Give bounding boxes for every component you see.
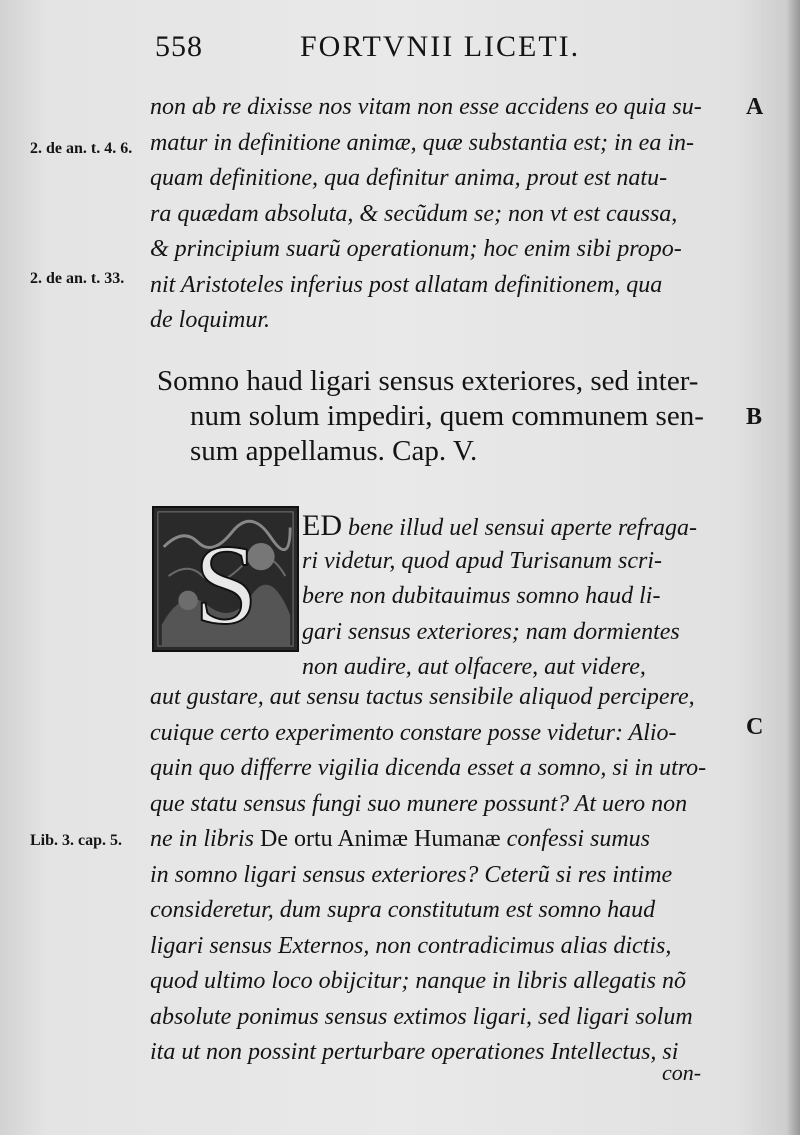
opening-caps: ED — [302, 509, 342, 542]
page-number: 558 — [155, 30, 203, 63]
illuminated-initial-s-icon — [152, 506, 299, 652]
text-line: consideretur, dum supra constitutum est somno haud — [150, 897, 656, 923]
catchword: con- — [662, 1060, 702, 1085]
text-line: bere non dubitauimus somno haud li- — [302, 583, 661, 609]
text-line: quam definitione, qua definitur anima, prout est natu- — [150, 165, 668, 191]
text-line: ita ut non possint perturbare operationes Intellectus, si — [150, 1039, 679, 1065]
section-letter-c: C — [746, 714, 764, 740]
text-line: cuique certo experimento constare posse videtur: Alio- — [150, 719, 677, 746]
text-line — [302, 508, 752, 544]
drop-cap-letter: S — [194, 520, 258, 648]
text-line: nit Aristoteles inferius post allatam definitionem, qua — [150, 271, 663, 298]
book-title: De ortu Animæ Humanæ — [260, 826, 501, 852]
heading-line: Somno haud ligari sensus exteriores, sed inter- — [157, 365, 699, 397]
heading-line: num solum impediri, quem communem sen- — [190, 400, 704, 432]
heading-line: sum appellamus. Cap. V. — [190, 435, 478, 467]
running-title: FORTVNII LICETI. — [300, 30, 581, 63]
page-header — [155, 30, 615, 70]
text-line: ri videtur, quod apud Turisanum scri- — [302, 547, 663, 574]
section-letter-a: A — [746, 94, 764, 120]
text-line: ra quædam absoluta, & secũdum se; non vt est caussa, — [150, 200, 678, 227]
paragraph-bottom — [150, 680, 750, 1071]
text-line: absolute ponimus sensus extimos ligari, sed ligari solum — [150, 1003, 693, 1030]
text-line: gari sensus exteriores; nam dormientes — [302, 618, 680, 645]
text-line: matur in definitione animæ, quæ substantia est; in ea in- — [150, 129, 694, 156]
opening-rest: bene illud uel sensui aperte refraga- — [342, 515, 698, 541]
text-line: non audire, aut olfacere, aut videre, — [302, 654, 646, 680]
text-line: aut gustare, aut sensu tactus sensibile aliquod percipere, — [150, 684, 695, 710]
margin-note: 2. de an. t. 4. 6. — [30, 140, 133, 157]
text-line: & principium suarũ operationum; hoc enim sibi propo- — [150, 236, 682, 262]
text-line: quin quo differre vigilia dicenda esset a somno, si in utro- — [150, 755, 707, 781]
line-text: confessi sumus — [500, 826, 651, 852]
text-line: que statu sensus fungi suo munere possunt? At uero non — [150, 790, 688, 817]
margin-note: Lib. 3. cap. 5. — [30, 832, 123, 849]
section-letter-b: B — [746, 404, 763, 430]
margin-note: 2. de an. t. 33. — [30, 270, 125, 287]
text-line: de loquimur. — [150, 307, 270, 333]
text-line — [150, 822, 750, 858]
drop-cap-art — [154, 508, 297, 650]
text-line: ligari sensus Externos, non contradicimus alias dictis, — [150, 932, 672, 959]
line-text: ne in libris — [150, 826, 261, 852]
paragraph-top — [150, 90, 750, 339]
drop-cap-paragraph — [302, 508, 752, 686]
text-line: in somno ligari sensus exteriores? Ceterũ si res intime — [150, 861, 673, 888]
text-line: non ab re dixisse nos vitam non esse accidens eo quia su- — [150, 94, 702, 120]
text-line: quod ultimo loco obijcitur; nanque in libris allegatis nõ — [150, 968, 686, 994]
chapter-heading — [157, 364, 750, 469]
